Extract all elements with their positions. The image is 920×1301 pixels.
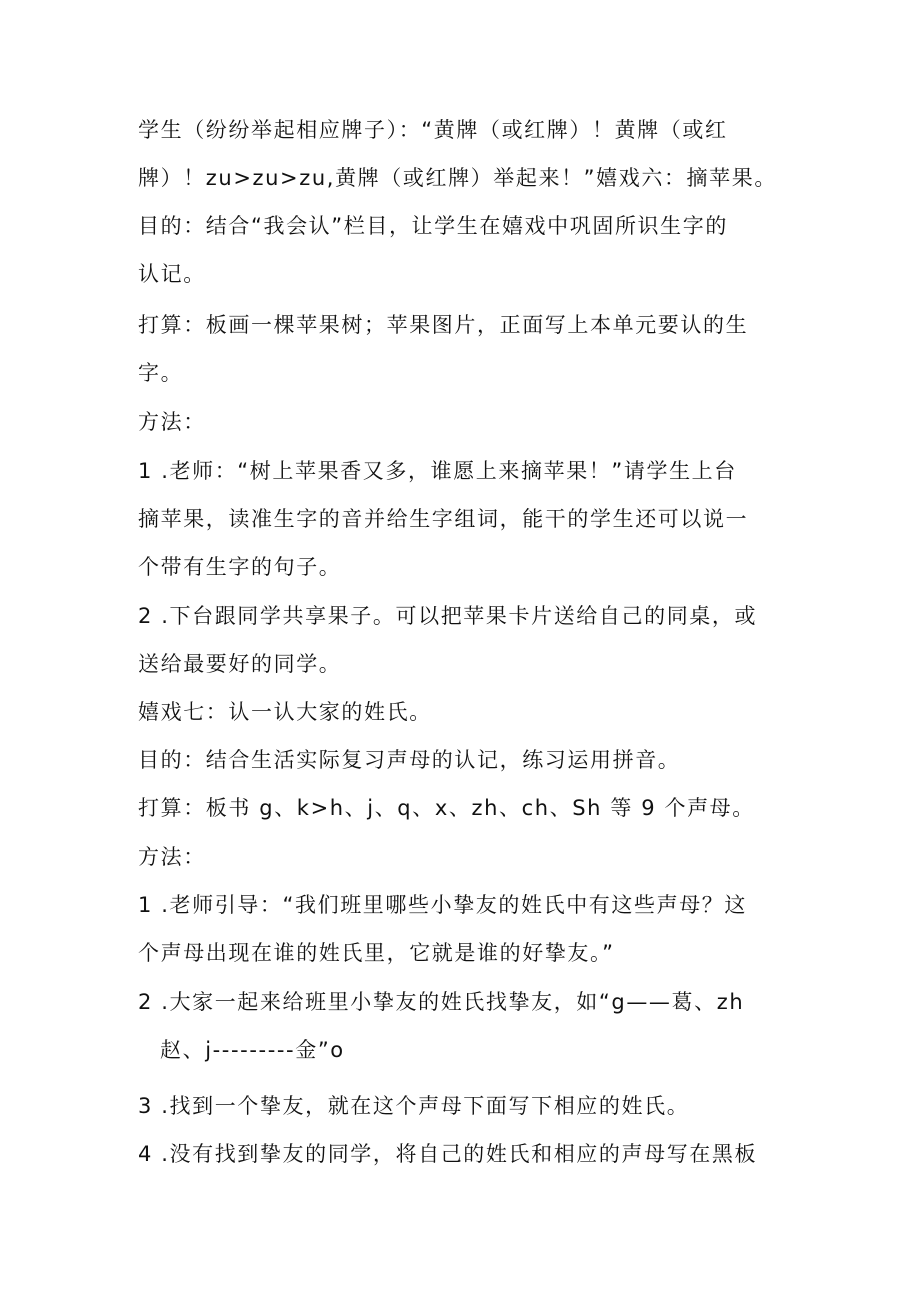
- text-line: 送给最要好的同学。: [138, 652, 342, 676]
- text-line: 牌）！zu>zu>zu,黄牌（或红牌）举起来！”嬉戏六：摘苹果。: [138, 166, 777, 190]
- text-line: 认记。: [138, 262, 206, 286]
- text-line: 学生（纷纷举起相应牌子）：“黄牌（或红牌）！黄牌（或红: [138, 118, 728, 142]
- text-line: 字。: [138, 361, 184, 385]
- text-line: 打算：板画一棵苹果树；苹果图片，正面写上本单元要认的生: [138, 313, 749, 337]
- text-line: 摘苹果，读准生字的音并给生字组词，能干的学生还可以说一: [138, 507, 749, 531]
- text-line: 2 .大家一起来给班里小挚友的姓氏找挚友，如“g——葛、zh: [138, 990, 745, 1014]
- section-heading: 嬉戏七：认一认大家的姓氏。: [138, 700, 432, 724]
- text-line: 3 .找到一个挚友，就在这个声母下面写下相应的姓氏。: [138, 1094, 690, 1118]
- text-line: 1 .老师引导：“我们班里哪些小挚友的姓氏中有这些声母？这: [138, 893, 747, 917]
- text-line: 目的：结合“我会认”栏目，让学生在嬉戏中巩固所识生字的: [138, 214, 728, 238]
- text-line: 4 .没有找到挚友的同学，将自己的姓氏和相应的声母写在黑板: [138, 1142, 758, 1166]
- text-line: 个声母出现在谁的姓氏里，它就是谁的好挚友。”: [138, 941, 615, 965]
- text-line: 1 .老师：“树上苹果香又多，谁愿上来摘苹果！”请学生上台: [138, 459, 737, 483]
- text-line: 2 .下台跟同学共享果子。可以把苹果卡片送给自己的同桌，或: [138, 604, 758, 628]
- section-heading: 方法：: [138, 845, 206, 869]
- text-line: 打算：板书 g、k>h、j、q、x、zh、ch、Sh 等 9 个声母。: [138, 796, 755, 820]
- text-line: 赵、j---------金”o: [160, 1038, 345, 1062]
- section-heading: 方法：: [138, 410, 206, 434]
- text-line: 个带有生字的句子。: [138, 555, 342, 579]
- text-line: 目的：结合生活实际复习声母的认记，练习运用拼音。: [138, 748, 681, 772]
